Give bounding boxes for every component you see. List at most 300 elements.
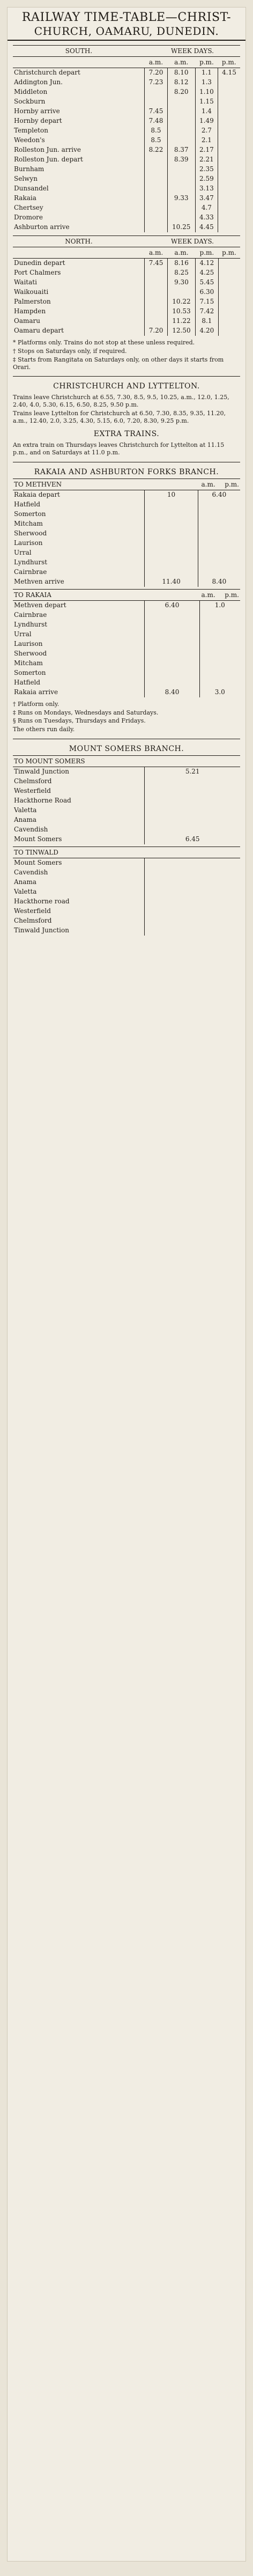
station-name: Addington Jun.: [14, 78, 63, 86]
table-row: [13, 659, 240, 668]
time-cell: [198, 510, 240, 519]
time-cell: 5.45: [196, 278, 218, 288]
rakaia-branch-title: RAKAIA AND ASHBURTON FORKS BRANCH.: [34, 467, 219, 476]
time-cell: 7.15: [196, 297, 218, 307]
station-name: Westerfield: [14, 907, 51, 915]
time-cell: 3.0: [199, 688, 240, 697]
table-row: [13, 194, 240, 203]
station-name: Chertsey: [14, 204, 43, 212]
table-row: [13, 639, 240, 649]
time-cell: 8.1: [196, 317, 218, 326]
table-row: [13, 174, 240, 184]
table-row: [13, 203, 240, 213]
time-cell: [218, 78, 240, 87]
station-name: Sherwood: [14, 529, 47, 537]
note: † Stops on Saturdays only, if required.: [13, 348, 127, 355]
table-row: [13, 767, 240, 777]
time-cell: 12.50: [167, 326, 196, 336]
table-row: [13, 539, 240, 548]
table-row: [13, 510, 240, 519]
station-name: Dunedin depart: [14, 259, 65, 267]
time-cell: [218, 97, 240, 107]
station-name: Cavendish: [14, 868, 48, 876]
table-row: [13, 288, 240, 297]
note: * Platforms only. Trains do not stop at these unless required.: [13, 339, 195, 347]
time-cell: [218, 87, 240, 97]
time-cell: 2.7: [195, 126, 218, 136]
time-cell: [145, 815, 240, 825]
station-name: Hatfield: [14, 678, 41, 686]
extra-trains-title: EXTRA TRAINS.: [93, 430, 160, 439]
table-row: [13, 668, 240, 678]
to-mount-somers-head: [13, 755, 240, 767]
time-cell: [145, 916, 240, 926]
station-name: Lyndhurst: [14, 620, 48, 628]
time-cell: [199, 630, 240, 639]
time-cell: [218, 307, 240, 317]
time-cell: [218, 268, 240, 278]
time-cell: [218, 174, 240, 184]
time-cell: [218, 288, 240, 297]
time-cell: [167, 107, 195, 116]
time-cell: [198, 539, 240, 548]
time-cell: 7.20: [145, 326, 167, 336]
table-row: [13, 87, 240, 97]
time-cell: [218, 213, 240, 223]
station-name: Cairnbrae: [14, 568, 47, 576]
time-cell: [198, 500, 240, 510]
time-cell: 11.40: [145, 577, 198, 587]
time-cell: 6.40: [198, 490, 240, 500]
time-cell: [145, 87, 167, 97]
time-cell: [218, 155, 240, 165]
time-cell: [218, 203, 240, 213]
timetable-south: [13, 45, 240, 232]
table-row: [13, 165, 240, 174]
table-row: [13, 568, 240, 577]
lyttelton-title: CHRISTCHURCH AND LYTTELTON.: [53, 382, 200, 391]
table-row: [13, 630, 240, 639]
time-cell: [145, 297, 167, 307]
time-cell: [145, 907, 240, 916]
table-row: [13, 68, 240, 78]
north-heading: NORTH.: [13, 236, 145, 247]
table-row: [13, 136, 240, 145]
time-cell: [145, 825, 240, 835]
station-name: Rolleston Jun. depart: [14, 156, 83, 164]
table-row: [13, 278, 240, 288]
time-cell: [145, 620, 199, 630]
time-cell: [145, 897, 240, 907]
station-name: Somerton: [14, 510, 46, 518]
station-name: Sockburn: [14, 98, 46, 106]
station-name: Ashburton arrive: [14, 223, 70, 231]
table-row: [13, 78, 240, 87]
time-cell: [145, 610, 199, 620]
to-rakaia-subhead: a.m.: [201, 591, 215, 599]
time-cell: 11.22: [167, 317, 196, 326]
table-row: [13, 259, 240, 269]
masthead: [8, 8, 245, 41]
time-cell: 6.45: [145, 835, 240, 844]
station-name: Laurison: [14, 639, 43, 647]
south-subhead: a.m.: [167, 57, 195, 68]
table-row: [13, 184, 240, 194]
station-name: Waikouaiti: [14, 288, 49, 296]
station-name: Dunsandel: [14, 185, 49, 193]
table-row: [13, 326, 240, 336]
time-cell: [167, 116, 195, 126]
time-cell: [145, 97, 167, 107]
timetable-south-section: [13, 45, 240, 371]
station-name: Middleton: [14, 88, 48, 96]
table-row: [13, 868, 240, 878]
time-cell: [198, 519, 240, 529]
time-cell: [218, 223, 240, 232]
time-cell: [198, 548, 240, 558]
time-cell: 8.22: [145, 145, 167, 155]
time-cell: [145, 878, 240, 887]
table-row: [13, 688, 240, 697]
table-row: [13, 825, 240, 835]
time-cell: [198, 529, 240, 539]
time-cell: [145, 317, 167, 326]
time-cell: [199, 620, 240, 630]
time-cell: [199, 649, 240, 659]
time-cell: [145, 288, 167, 297]
extra-trains-text: An extra train on Thursdays leaves Christchurch for Lyttelton at 11.15 p.m., and on Saturdays at 11.0 p.m.: [13, 441, 225, 457]
time-cell: [218, 107, 240, 116]
table-row: [13, 116, 240, 126]
time-cell: [199, 678, 240, 688]
time-cell: 2.35: [195, 165, 218, 174]
table-row: [13, 490, 240, 500]
station-name: Valetta: [14, 806, 37, 814]
south-table-body: [13, 68, 240, 233]
station-name: Valetta: [14, 887, 37, 895]
time-cell: 1.10: [195, 87, 218, 97]
time-cell: [218, 194, 240, 203]
time-cell: [145, 558, 198, 568]
table-row: [13, 796, 240, 806]
table-row: [13, 916, 240, 926]
time-cell: 2.21: [195, 155, 218, 165]
time-cell: [145, 568, 198, 577]
time-cell: 8.37: [167, 145, 195, 155]
table-row: [13, 610, 240, 620]
to-methven-head: [13, 479, 240, 490]
table-row: [13, 815, 240, 825]
time-cell: 7.45: [145, 107, 167, 116]
time-cell: 8.40: [145, 688, 199, 697]
time-cell: 8.16: [167, 259, 196, 269]
time-cell: 2.1: [195, 136, 218, 145]
table-row: [13, 649, 240, 659]
station-name: Anama: [14, 878, 37, 886]
lyttelton-text: Trains leave Christchurch at 6.55, 7.30, 8.5, 9.5, 10.25, a.m., 12.0, 1.25, 2.40, 4.0, 5.30, 6.15, 6.50, 8.25, 9.50 p.m.: [13, 394, 229, 409]
station-name: Mount Somers: [14, 835, 62, 843]
station-name: Selwyn: [14, 175, 38, 183]
time-cell: [145, 678, 199, 688]
station-name: Mitcham: [14, 519, 43, 527]
time-cell: 8.12: [167, 78, 195, 87]
north-weekdays-heading: WEEK DAYS.: [145, 236, 240, 247]
time-cell: 6.40: [145, 601, 199, 610]
station-name: Urral: [14, 548, 32, 556]
page-subtitle: CHURCH, OAMARU, DUNEDIN.: [34, 25, 219, 38]
time-cell: 1.1: [195, 68, 218, 78]
time-cell: [145, 630, 199, 639]
table-row: [13, 678, 240, 688]
to-mount-somers-table: [13, 767, 240, 844]
time-cell: [199, 668, 240, 678]
station-name: Rolleston Jun. arrive: [14, 146, 81, 154]
time-cell: 4.45: [195, 223, 218, 232]
time-cell: 1.49: [195, 116, 218, 126]
time-cell: [199, 610, 240, 620]
time-cell: [198, 568, 240, 577]
station-name: Weedon's: [14, 136, 45, 144]
time-cell: [145, 887, 240, 897]
lyttelton-section: [13, 376, 240, 457]
time-cell: [145, 278, 167, 288]
time-cell: 5.21: [145, 767, 240, 777]
station-name: Port Chalmers: [14, 269, 61, 277]
time-cell: [145, 519, 198, 529]
table-row: [13, 897, 240, 907]
time-cell: 7.23: [145, 78, 167, 87]
to-rakaia-subhead: p.m.: [225, 591, 239, 599]
table-row: [13, 97, 240, 107]
table-row: [13, 307, 240, 317]
time-cell: [145, 165, 167, 174]
table-row: [13, 878, 240, 887]
station-name: Chelmsford: [14, 777, 52, 785]
time-cell: 2.17: [195, 145, 218, 155]
time-cell: [145, 639, 199, 649]
page-title: RAILWAY TIME-TABLE—CHRIST-: [21, 11, 232, 24]
time-cell: 6.30: [196, 288, 218, 297]
station-name: Westerfield: [14, 786, 51, 794]
note: ‡ Starts from Rangitata on Saturdays only, on other days it starts from Orari.: [13, 356, 224, 371]
south-weekdays-heading: WEEK DAYS.: [145, 46, 240, 57]
south-heading: SOUTH.: [13, 46, 145, 57]
to-tinwald-label: TO TINWALD: [14, 848, 58, 856]
to-tinwald-table: [13, 858, 240, 936]
table-row: [13, 155, 240, 165]
table-row: [13, 858, 240, 868]
time-cell: 7.42: [196, 307, 218, 317]
station-name: Rakaia: [14, 194, 36, 202]
to-methven-table: [13, 490, 240, 587]
note: The others run daily.: [13, 726, 75, 733]
station-name: Hornby arrive: [14, 107, 60, 115]
time-cell: [145, 213, 167, 223]
lyttelton-text: Trains leave Lyttelton for Christchurch at 6.50, 7.30, 8.35, 9.35, 11.20, a.m., 12.40, 2.0, 3.25, 4.30, 5.15, 6.0, 7.20, 8.30, 9.25 p.m.: [13, 409, 226, 424]
time-cell: [218, 278, 240, 288]
time-cell: [145, 659, 199, 668]
table-row: [13, 777, 240, 786]
time-cell: 9.30: [167, 278, 196, 288]
table-row: [13, 806, 240, 815]
table-row: [13, 297, 240, 307]
time-cell: 4.15: [218, 68, 240, 78]
south-subhead: p.m.: [195, 57, 218, 68]
time-cell: [218, 136, 240, 145]
station-name: Dromore: [14, 214, 43, 222]
table-row: [13, 835, 240, 844]
time-cell: 2.59: [195, 174, 218, 184]
time-cell: 8.39: [167, 155, 195, 165]
time-cell: [167, 136, 195, 145]
time-cell: [145, 500, 198, 510]
time-cell: 4.33: [195, 213, 218, 223]
time-cell: [218, 116, 240, 126]
time-cell: [145, 174, 167, 184]
station-name: Lyndhurst: [14, 558, 48, 566]
station-name: Chelmsford: [14, 916, 52, 924]
time-cell: [198, 558, 240, 568]
time-cell: [167, 97, 195, 107]
time-cell: [145, 268, 167, 278]
north-table-body: [13, 259, 240, 336]
time-cell: 8.20: [167, 87, 195, 97]
time-cell: [199, 659, 240, 668]
station-name: Rakaia arrive: [14, 688, 58, 696]
time-cell: 7.45: [145, 259, 167, 269]
time-cell: 3.13: [195, 184, 218, 194]
time-cell: [145, 786, 240, 796]
newspaper-column: [8, 8, 245, 2561]
north-subhead: p.m.: [196, 247, 218, 259]
note: § Runs on Tuesdays, Thursdays and Fridays.: [13, 717, 146, 725]
station-name: Sherwood: [14, 649, 47, 657]
time-cell: [167, 165, 195, 174]
station-name: Anama: [14, 815, 37, 823]
mount-somers-title: MOUNT SOMERS BRANCH.: [69, 744, 184, 753]
time-cell: 7.48: [145, 116, 167, 126]
divider: [13, 376, 240, 377]
rakaia-branch-section: [13, 462, 240, 733]
station-name: Laurison: [14, 539, 43, 547]
time-cell: [145, 649, 199, 659]
station-name: Tinwald Junction: [14, 926, 69, 934]
time-cell: [167, 213, 195, 223]
time-cell: 3.47: [195, 194, 218, 203]
table-row: [13, 786, 240, 796]
time-cell: [145, 155, 167, 165]
time-cell: 8.40: [198, 577, 240, 587]
to-methven-subhead: a.m.: [201, 480, 215, 488]
time-cell: 10.53: [167, 307, 196, 317]
time-cell: [218, 297, 240, 307]
time-cell: [218, 317, 240, 326]
time-cell: [199, 639, 240, 649]
time-cell: [167, 126, 195, 136]
note: † Platform only.: [13, 700, 59, 708]
station-name: Oamaru: [14, 317, 40, 325]
time-cell: [167, 174, 195, 184]
table-row: [13, 558, 240, 568]
to-rakaia-label: TO RAKAIA: [14, 591, 51, 599]
time-cell: 7.20: [145, 68, 167, 78]
station-name: Somerton: [14, 668, 46, 676]
station-name: Oamaru depart: [14, 327, 64, 335]
station-name: Mount Somers: [14, 858, 62, 866]
time-cell: [145, 539, 198, 548]
time-cell: 10: [145, 490, 198, 500]
to-tinwald-head: [13, 847, 240, 858]
time-cell: [145, 307, 167, 317]
station-name: Waitati: [14, 278, 37, 286]
table-row: [13, 907, 240, 916]
station-name: Cavendish: [14, 825, 48, 833]
table-row: [13, 268, 240, 278]
table-row: [13, 107, 240, 116]
station-name: Urral: [14, 630, 32, 638]
table-row: [13, 223, 240, 232]
time-cell: 1.0: [199, 601, 240, 610]
station-name: Templeton: [14, 127, 48, 135]
time-cell: 4.7: [195, 203, 218, 213]
time-cell: 8.5: [145, 136, 167, 145]
table-row: [13, 145, 240, 155]
time-cell: 1.15: [195, 97, 218, 107]
station-name: Hackthorne Road: [14, 796, 71, 804]
time-cell: [145, 868, 240, 878]
time-cell: 9.33: [167, 194, 195, 203]
time-cell: 8.25: [167, 268, 196, 278]
station-name: Hatfield: [14, 500, 41, 508]
to-methven-label: TO METHVEN: [14, 480, 62, 488]
time-cell: [218, 184, 240, 194]
north-subhead: p.m.: [218, 247, 240, 259]
note: ‡ Runs on Mondays, Wednesdays and Saturdays.: [13, 709, 159, 716]
time-cell: [167, 184, 195, 194]
table-row: [13, 926, 240, 936]
table-row: [13, 887, 240, 897]
to-rakaia-table: [13, 601, 240, 697]
time-cell: [218, 165, 240, 174]
south-subhead: a.m.: [145, 57, 167, 68]
table-row: [13, 500, 240, 510]
time-cell: 10.25: [167, 223, 195, 232]
station-name: Hornby depart: [14, 117, 62, 125]
station-name: Christchurch depart: [14, 69, 80, 77]
time-cell: [218, 259, 240, 269]
rakaia-notes: [13, 701, 240, 733]
time-cell: 4.25: [196, 268, 218, 278]
time-cell: [145, 203, 167, 213]
time-cell: [145, 668, 199, 678]
table-row: [13, 519, 240, 529]
time-cell: [145, 777, 240, 786]
time-cell: 8.10: [167, 68, 195, 78]
table-row: [13, 213, 240, 223]
time-cell: 1.3: [195, 78, 218, 87]
time-cell: [145, 926, 240, 936]
to-mount-somers-label: TO MOUNT SOMERS: [14, 757, 85, 765]
to-rakaia-head: [13, 589, 240, 601]
time-cell: [218, 145, 240, 155]
time-cell: [145, 529, 198, 539]
table-row: [13, 577, 240, 587]
time-cell: 1.4: [195, 107, 218, 116]
station-name: Cairnbrae: [14, 610, 47, 619]
table-row: [13, 601, 240, 610]
time-cell: [145, 223, 167, 232]
mount-somers-section: [13, 739, 240, 936]
